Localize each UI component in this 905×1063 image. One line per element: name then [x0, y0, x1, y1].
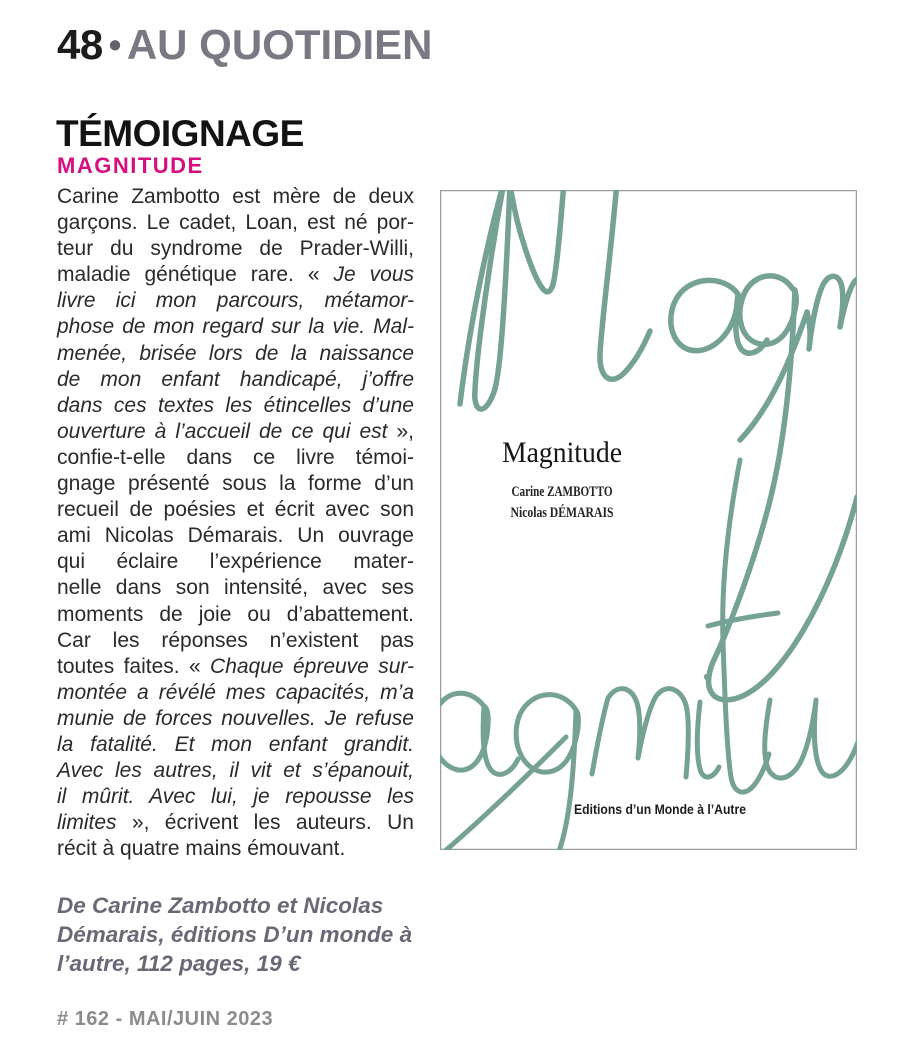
body-line: montée a révélé mes capacités, m’a [57, 680, 414, 704]
body-line: récit à quatre mains émouvant. [57, 837, 346, 861]
body-line: la fatalité. Et mon enfant grandit. [57, 732, 414, 756]
footer-issue: # 162 - MAI/JUIN 2023 [57, 1008, 274, 1030]
article-title: MAGNITUDE [57, 153, 204, 178]
body-line: moments de joie ou d’abattement. [57, 602, 414, 626]
body-line: Avec les autres, il vit et s’épanouit, [57, 759, 414, 783]
body-line: phose de mon regard sur la vie. Mal- [57, 315, 414, 339]
section-title: AU QUOTIDIEN [126, 21, 433, 68]
masthead [57, 21, 433, 68]
byline-line: De Carine Zambotto et Nicolas [57, 893, 384, 918]
bullet-separator: • [108, 24, 121, 65]
cover-author-2: Nicolas DÉMARAIS [510, 505, 639, 521]
article-byline [57, 891, 437, 978]
cover-author-1: Carine ZAMBOTTO [511, 484, 613, 500]
body-line: maladie génétique rare. « Je vous [57, 263, 414, 287]
cover-publisher: Editions d’un Monde à l’Autre [574, 801, 747, 817]
byline-line: Démarais, éditions D’un monde à [57, 922, 413, 947]
body-line: Carine Zambotto est mère de deux [57, 185, 414, 208]
body-line: menée, brisée lors de la naissance [57, 341, 414, 365]
body-line: livre ici mon parcours, métamor- [57, 289, 414, 313]
body-line: garçons. Le cadet, Loan, est né por- [57, 211, 414, 235]
body-line: recueil de poésies et écrit avec son [57, 498, 414, 522]
cover-title: Magnitude [502, 436, 622, 469]
body-line: ouverture à l’accueil de ce qui est », [57, 419, 414, 443]
book-cover-image [440, 190, 857, 850]
body-line: qui éclaire l’expérience mater- [57, 550, 414, 574]
body-line: il mûrit. Avec lui, je repousse les [57, 785, 414, 809]
body-line: gnage présenté sous la forme d’un [57, 472, 414, 496]
book-cover [440, 190, 857, 850]
page-number: 48 [57, 21, 103, 68]
article-kicker: TÉMOIGNAGE [56, 113, 304, 154]
body-line: de mon enfant handicapé, j’offre [57, 367, 414, 391]
body-line: limites », écrivent les auteurs. Un [57, 811, 414, 835]
body-line: nelle dans son intensité, avec ses [57, 576, 414, 600]
body-line: teur du syndrome de Prader-Willi, [57, 237, 414, 261]
body-line: dans ces textes les étincelles d’une [57, 393, 414, 417]
body-line: Car les réponses n’existent pas [57, 628, 414, 652]
body-line: toutes faites. « Chaque épreuve sur- [57, 654, 415, 678]
byline-line: l’autre, 112 pages, 19 € [57, 951, 301, 976]
body-line: ami Nicolas Démarais. Un ouvrage [57, 524, 414, 548]
article-body [57, 184, 414, 862]
body-line: munie de forces nouvelles. Je refuse [57, 706, 414, 730]
body-line: confie-t-elle dans ce livre témoi- [57, 445, 414, 469]
